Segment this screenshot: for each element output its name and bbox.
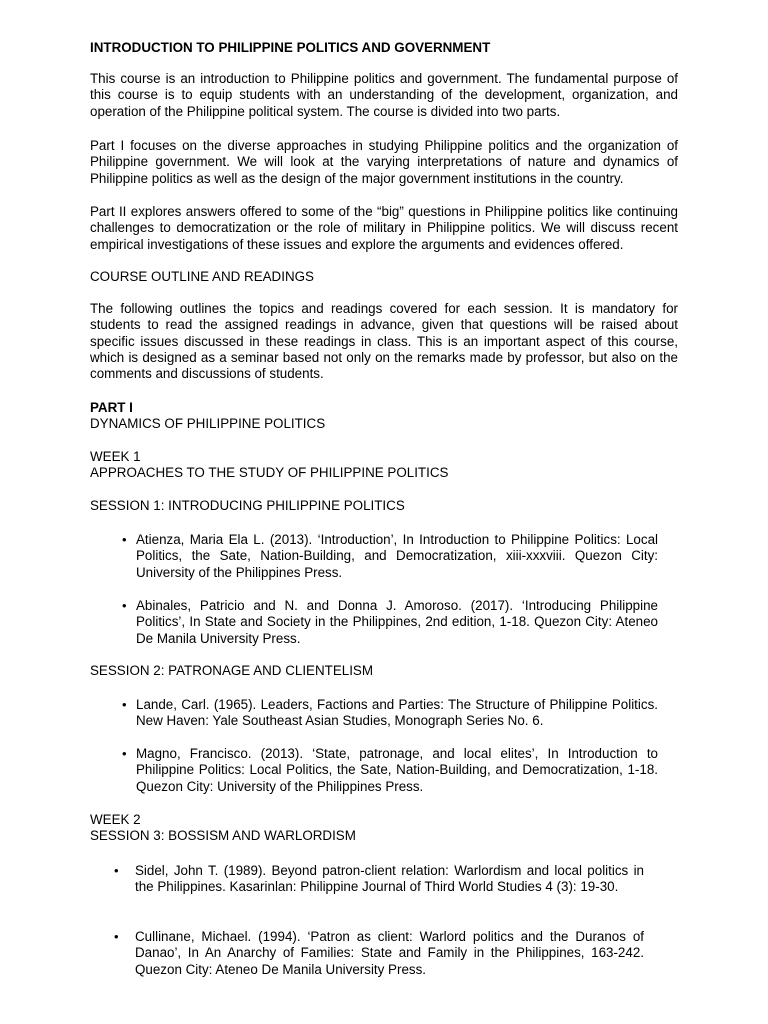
part1-paragraph: Part I focuses on the diverse approaches in studying Philippine politics and the organization of Philippine government. We will look at the varying interpretations of nature and dynamics of Philippine politics as well as the design of the major government institutions in the country. [90, 138, 678, 186]
week1-label: WEEK 1 [90, 449, 141, 464]
list-item [114, 929, 644, 979]
reference-text: Atienza, Maria Ela L. (2013). ‘Introduction’, In Introduction to Philippine Politics: Local Politics, the Sate, Nation-Building, and Democratization, xiii-xxxviii. Quezon City: University of the Philippines Press. [136, 532, 658, 580]
reference-text: Lande, Carl. (1965). Leaders, Factions and Parties: The Structure of Philippine Politics. New Haven: Yale Southeast Asian Studies, Monograph Series No. 6. [136, 697, 658, 729]
reference-text: Abinales, Patricio and N. and Donna J. Amoroso. (2017). ‘Introducing Philippine Politics’, In State and Society in the Philippines, 2nd edition, 1-18. Quezon City: Ateneo De Manila University Press. [136, 598, 658, 646]
session3-title: SESSION 3: BOSSISM AND WARLORDISM [90, 828, 356, 843]
bullet-icon: • [122, 532, 127, 547]
list-item [114, 863, 644, 913]
part2-paragraph: Part II explores answers offered to some of the “big” questions in Philippine politics like continuing challenges to democratization or the role of military in Philippine politics. We will discuss recent empirical investigations of these issues and explore the arguments and evidences offered. [90, 204, 678, 252]
bullet-icon: • [114, 863, 119, 878]
document-title: INTRODUCTION TO PHILIPPINE POLITICS AND GOVERNMENT [90, 40, 491, 55]
intro-paragraph: This course is an introduction to Philippine politics and government. The fundamental purpose of this course is to equip students with an understanding of the development, organization, and operation of the Philippine political system. The course is divided into two parts. [90, 71, 678, 119]
bullet-icon: • [122, 746, 127, 761]
list-item [122, 697, 658, 731]
bullet-icon: • [122, 697, 127, 712]
week1-title: APPROACHES TO THE STUDY OF PHILIPPINE POLITICS [90, 465, 449, 480]
list-item [122, 598, 658, 648]
outline-heading: COURSE OUTLINE AND READINGS [90, 269, 314, 284]
reference-text: Cullinane, Michael. (1994). ‘Patron as client: Warlord politics and the Duranos of Danao’, In An Anarchy of Families: State and Family in the Philippines, 163-242. Quezon City: Ateneo De Manila University Press. [135, 929, 644, 977]
bullet-icon: • [122, 598, 127, 613]
session1-title: SESSION 1: INTRODUCING PHILIPPINE POLITICS [90, 498, 405, 513]
part-label: PART I [90, 400, 133, 415]
list-item [122, 532, 658, 582]
week2-label: WEEK 2 [90, 812, 141, 827]
part-subtitle: DYNAMICS OF PHILIPPINE POLITICS [90, 416, 326, 431]
reference-text: Magno, Francisco. (2013). ‘State, patronage, and local elites’, In Introduction to Philippine Politics: Local Politics, the Sate, Nation-Building, and Democratization, 1-18. Quezon City: University of the Philippines Press. [136, 746, 658, 794]
session2-title: SESSION 2: PATRONAGE AND CLIENTELISM [90, 663, 374, 678]
outline-paragraph: The following outlines the topics and readings covered for each session. It is mandatory for students to read the assigned readings in advance, given that questions will be raised about specific issues discussed in these readings in class. This is an important aspect of this course, which is designed as a seminar based not only on the remarks made by professor, but also on the comments and discussions of students. [90, 301, 678, 382]
bullet-icon: • [114, 929, 119, 944]
reference-text: Sidel, John T. (1989). Beyond patron-client relation: Warlordism and local politics in the Philippines. Kasarinlan: Philippine Journal of Third World Studies 4 (3): 19-30. [135, 863, 644, 895]
list-item [122, 746, 658, 796]
